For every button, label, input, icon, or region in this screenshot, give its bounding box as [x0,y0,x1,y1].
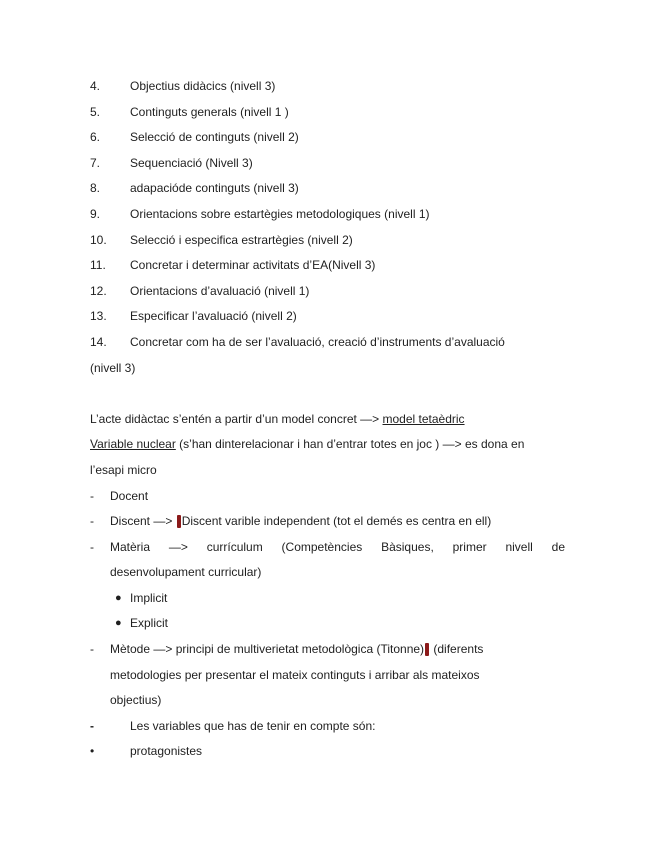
line-text [130,714,565,740]
line-text [130,228,565,254]
list-marker: 5. [90,104,101,119]
line-text [130,253,565,279]
document-line [90,535,565,561]
text-segment: Discent —> [110,514,176,529]
line-text [130,151,565,177]
text-segment: Orientacions sobre estartègies metodologiques (nivell 1) [130,206,430,221]
line-text [110,484,565,510]
text-segment: Les variables que has de tenir en compte són: [130,718,376,733]
document-line [90,688,565,714]
text-segment: Orientacions d’avaluació (nivell 1) [130,283,310,298]
text-segment: desenvolupament curricular) [110,565,262,580]
document-line [115,586,565,612]
line-text [130,739,565,765]
list-marker: 4. [90,79,101,93]
document-page [90,74,565,765]
document-line [90,100,565,126]
text-segment: Matèria —> currículum (Competències Bàsiques, primer nivell de [110,539,565,554]
text-segment: (s’han dinterelacionar i han d’entrar totes en joc ) —> es dona en [175,437,525,452]
list-marker: 10. [90,232,107,247]
list-marker: - [90,539,94,554]
document-line [90,125,565,151]
line-text [130,100,565,126]
text-segment: protagonistes [130,744,203,759]
document-content [90,74,565,765]
text-segment: objectius) [110,693,162,708]
line-text [130,330,565,356]
line-text [130,202,565,228]
document-line [90,74,565,100]
list-marker: 13. [90,309,107,324]
list-marker: • [90,744,95,759]
list-marker: - [90,642,94,657]
list-marker: 6. [90,130,101,145]
text-segment: l’esapi micro [90,462,157,477]
list-marker: - [90,718,94,733]
text-segment: L’acte didàctac s’entén a partir d’un model concret —> [90,411,383,426]
line-text [90,432,565,458]
underlined-text: Variable nuclear [90,437,176,452]
line-text [110,560,565,586]
line-text [130,304,565,330]
line-text [130,586,565,612]
text-segment: Implicit [130,590,168,605]
text-segment: Selecció de continguts (nivell 2) [130,130,299,145]
document-line [90,432,565,458]
line-text [130,74,565,100]
document-line [90,356,565,382]
text-segment: (diferents [430,642,484,657]
document-line [90,509,565,535]
blank-line [90,381,565,407]
document-line [90,458,565,484]
document-line [90,407,565,433]
line-text [110,509,565,535]
document-line [90,714,565,740]
list-marker: ● [115,617,122,630]
line-text [90,407,565,433]
red-cursor-mark-icon [177,515,181,528]
text-segment: adapacióde continguts (nivell 3) [130,181,299,196]
document-line [90,176,565,202]
document-line [90,253,565,279]
text-segment: Sequenciació (Nivell 3) [130,155,253,170]
document-line [90,304,565,330]
text-segment: Concretar i determinar activitats d’EA(Nivell 3) [130,258,376,273]
document-line [90,739,565,765]
list-marker: - [90,514,94,529]
line-text [90,458,565,484]
document-line [90,151,565,177]
text-segment: Selecció i especifica estrartègies (nivell 2) [130,232,353,247]
list-marker: 9. [90,206,101,221]
text-segment: metodologies per presentar el mateix continguts i arribar als mateixos [110,667,480,682]
line-text [130,125,565,151]
text-segment: Mètode —> principi de multiverietat metodològica (Titonne) [110,642,425,657]
list-marker: 11. [90,258,106,273]
text-segment: (nivell 3) [90,360,136,375]
list-marker: ● [115,591,122,604]
document-line [115,611,565,637]
document-line [90,560,565,586]
list-marker: 12. [90,283,107,298]
document-line [90,663,565,689]
underlined-text: model tetaèdric [382,411,465,426]
list-marker: - [90,488,94,503]
list-marker: 14. [90,334,107,349]
text-segment: Explicit [130,616,169,631]
list-marker: 7. [90,155,101,170]
list-marker: 8. [90,181,101,196]
line-text [110,663,565,689]
line-text [130,279,565,305]
text-segment: Discent varible independent (tot el demés es centra en ell) [181,514,492,529]
line-text [110,688,565,714]
line-text [130,611,565,637]
text-segment: Objectius didàcics (nivell 3) [130,79,276,93]
text-segment: Concretar com ha de ser l’avaluació, creació d’instruments d’avaluació [130,334,505,349]
document-line [90,202,565,228]
document-line [90,484,565,510]
red-cursor-mark-icon [425,643,429,656]
document-line [90,228,565,254]
line-text [110,637,565,663]
text-segment: Docent [110,488,149,503]
line-text [110,535,565,561]
text-segment: Continguts generals (nivell 1 ) [130,104,289,119]
line-text [130,176,565,202]
document-line [90,279,565,305]
line-text [90,356,565,382]
document-line [90,330,565,356]
text-segment: Especificar l’avaluació (nivell 2) [130,309,297,324]
document-line [90,637,565,663]
